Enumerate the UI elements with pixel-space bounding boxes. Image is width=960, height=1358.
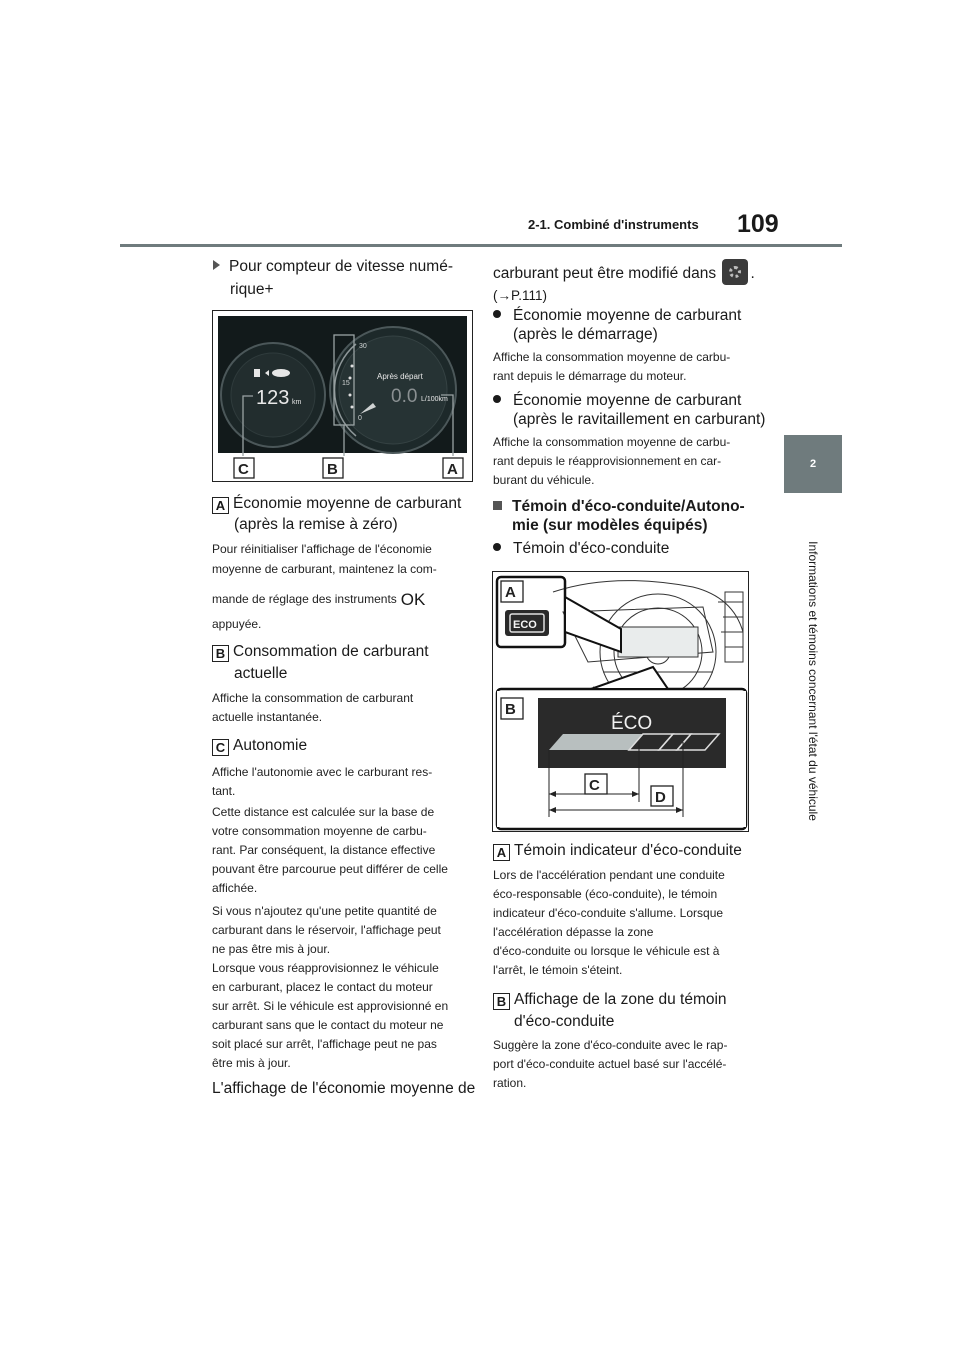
- bullet-2-text: burant du véhicule.: [493, 473, 595, 487]
- eco-heading-line2: mie (sur modèles équipés): [512, 517, 708, 534]
- gauge-low: 0: [358, 415, 362, 422]
- item-b-text: actuelle instantanée.: [212, 710, 323, 724]
- bullet-heading: [213, 256, 453, 278]
- eco-item-a-text: d'éco-conduite ou lorsque le véhicule est à: [493, 944, 720, 958]
- bullet-dot-icon: [493, 310, 501, 318]
- triangle-bullet-icon: [213, 260, 220, 270]
- item-c-text: ne pas être mis à jour.: [212, 942, 331, 956]
- bullet-heading-line1: Pour compteur de vitesse numé-: [229, 258, 453, 275]
- item-c-text: affichée.: [212, 881, 258, 895]
- item-c-text: tant.: [212, 784, 236, 798]
- item-c-text: Cette distance est calculée sur la base de: [212, 805, 435, 819]
- eco-item-a-text: Lors de l'accélération pendant une conduite: [493, 868, 725, 882]
- fig2-label-a: A: [505, 584, 516, 601]
- fuel-icon: [254, 369, 260, 377]
- item-c-text: en carburant, placez le contact du moteur: [212, 980, 433, 994]
- range-unit: km: [292, 399, 302, 406]
- item-a-text: appuyée.: [212, 617, 262, 631]
- header-rule: [120, 244, 842, 247]
- eco-item-b-text: port d'éco-conduite actuel basé sur l'accélé-: [493, 1057, 727, 1071]
- item-b-title: [212, 641, 429, 663]
- bullet-2-line1: Économie moyenne de carburant: [513, 392, 742, 409]
- item-a-title-line1: Économie moyenne de carburant: [233, 495, 462, 512]
- eco-item-a-text: indicateur d'éco-conduite s'allume. Lorsque: [493, 906, 724, 920]
- meter-illustration: [213, 311, 472, 481]
- callout-b: B: [327, 461, 338, 478]
- fig2-label-c: C: [589, 777, 600, 794]
- item-a-text-line3: mande de réglage des instruments: [212, 592, 397, 606]
- marker-b: B: [212, 645, 229, 662]
- bullet-2-line2: (après le ravitaillement en carburant): [513, 411, 766, 428]
- bullet-heading-line2: rique+: [230, 281, 274, 298]
- bullet-dot-icon: [493, 543, 501, 551]
- gauge-top: 30: [359, 343, 367, 350]
- eco-item-b-text: ration.: [493, 1076, 527, 1090]
- eco-zone-label: ÉCO: [611, 713, 653, 734]
- bullet-dot-icon: [493, 395, 501, 403]
- item-c-title-text: Autonomie: [233, 737, 308, 754]
- eco-item-b-text: Suggère la zone d'éco-conduite avec le rap-: [493, 1038, 728, 1052]
- item-c-text: rant. Par conséquent, la distance effective: [212, 843, 436, 857]
- item-c-text: Lorsque vous réapprovisionnez le véhicule: [212, 961, 439, 975]
- section-title: 2-1. Combiné d'instruments: [528, 217, 699, 232]
- marker-b: B: [493, 993, 510, 1010]
- item-a-title: [212, 493, 461, 515]
- item-c-text: pouvant être parcourue peut différer de celle: [212, 862, 448, 876]
- bullet-1-line2: (après le démarrage): [513, 326, 658, 343]
- eco-item-a-title-text: Témoin indicateur d'éco-conduite: [514, 842, 742, 859]
- item-c-text: soit placé sur arrêt, l'affichage peut ne pas: [212, 1037, 437, 1051]
- item-a-text: moyenne de carburant, maintenez la com-: [212, 562, 437, 576]
- square-bullet-icon: [493, 501, 502, 510]
- eco-item-a-text: éco-responsable (éco-conduite), le témoin: [493, 887, 718, 901]
- settings-gear-icon: [722, 259, 748, 285]
- item-c-text: être mis à jour.: [212, 1056, 291, 1070]
- eco-item-a-text: l'arrêt, le témoin s'éteint.: [493, 963, 623, 977]
- eco-item-b-title-line1: Affichage de la zone du témoin: [514, 991, 727, 1008]
- item-c-text: votre consommation moyenne de carbu-: [212, 824, 427, 838]
- chapter-side-title-text: Informations et témoins concernant l'état du véhicule: [806, 541, 820, 821]
- figure-meter: [212, 310, 473, 482]
- page-number: 109: [737, 210, 779, 238]
- range-value: 123: [256, 387, 290, 409]
- item-b-title-line2: actuelle: [234, 665, 288, 682]
- bullet-3: [493, 538, 669, 560]
- bullet-2-text: Affiche la consommation moyenne de carbu-: [493, 435, 731, 449]
- marker-a: A: [493, 844, 510, 861]
- chapter-tab: 2: [784, 435, 842, 493]
- item-a-title-line2: (après la remise à zéro): [234, 516, 398, 533]
- item-b-text: Affiche la consommation de carburant: [212, 691, 414, 705]
- item-c-title: [212, 735, 307, 757]
- figure-eco: [492, 571, 749, 832]
- bullet-3-text: Témoin d'éco-conduite: [513, 540, 670, 557]
- eco-item-a-text: l'accélération dépasse la zone: [493, 925, 654, 939]
- setting-line-text: carburant peut être modifié dans: [493, 265, 717, 282]
- marker-a: A: [212, 497, 229, 514]
- item-c-text: carburant sans que le contact du moteur ne: [212, 1018, 444, 1032]
- eco-item-b-title: [493, 989, 727, 1011]
- gauge-mid: 15: [342, 380, 350, 387]
- item-c-text: carburant dans le réservoir, l'affichage peut: [212, 923, 441, 937]
- bullet-1-line1: Économie moyenne de carburant: [513, 307, 742, 324]
- fig2-label-d: D: [655, 789, 666, 806]
- item-b-title-line1: Consommation de carburant: [233, 643, 429, 660]
- callout-c: C: [238, 461, 249, 478]
- item-a-text: [212, 590, 425, 609]
- callout-a: A: [447, 461, 458, 478]
- chapter-side-title: [784, 526, 842, 836]
- economy-unit: L/100km: [421, 396, 448, 403]
- eco-item-b-title-line2: d'éco-conduite: [514, 1013, 615, 1030]
- eco-item-a-title: [493, 840, 742, 862]
- setting-line: [493, 259, 755, 285]
- car-icon: [272, 369, 290, 377]
- item-c-text: Affiche l'autonomie avec le carburant res-: [212, 765, 433, 779]
- bullet-2-text: rant depuis le réapprovisionnement en car-: [493, 454, 722, 468]
- fig2-label-b: B: [505, 701, 516, 718]
- item-a-text: Pour réinitialiser l'affichage de l'économie: [212, 542, 432, 556]
- page-reference: (→P.111): [493, 288, 548, 303]
- eco-heading-line1: Témoin d'éco-conduite/Autono-: [512, 498, 745, 515]
- item-c-text: sur arrêt. Si le véhicule est approvisionné en: [212, 999, 449, 1013]
- bullet-1-text: Affiche la consommation moyenne de carbu-: [493, 350, 731, 364]
- meter-label: Après départ: [377, 372, 423, 381]
- item-c-text: Si vous n'ajoutez qu'une petite quantité de: [212, 904, 437, 918]
- ok-button-icon: OK: [400, 590, 426, 609]
- eco-badge: ECO: [513, 619, 537, 631]
- economy-value: 0.0: [391, 386, 418, 407]
- bullet-1-text: rant depuis le démarrage du moteur.: [493, 369, 687, 383]
- setting-line-end: .: [750, 265, 755, 282]
- economy-setting-text: L'affichage de l'économie moyenne de: [212, 1080, 476, 1097]
- marker-c: C: [212, 739, 229, 756]
- eco-illustration: [493, 572, 748, 831]
